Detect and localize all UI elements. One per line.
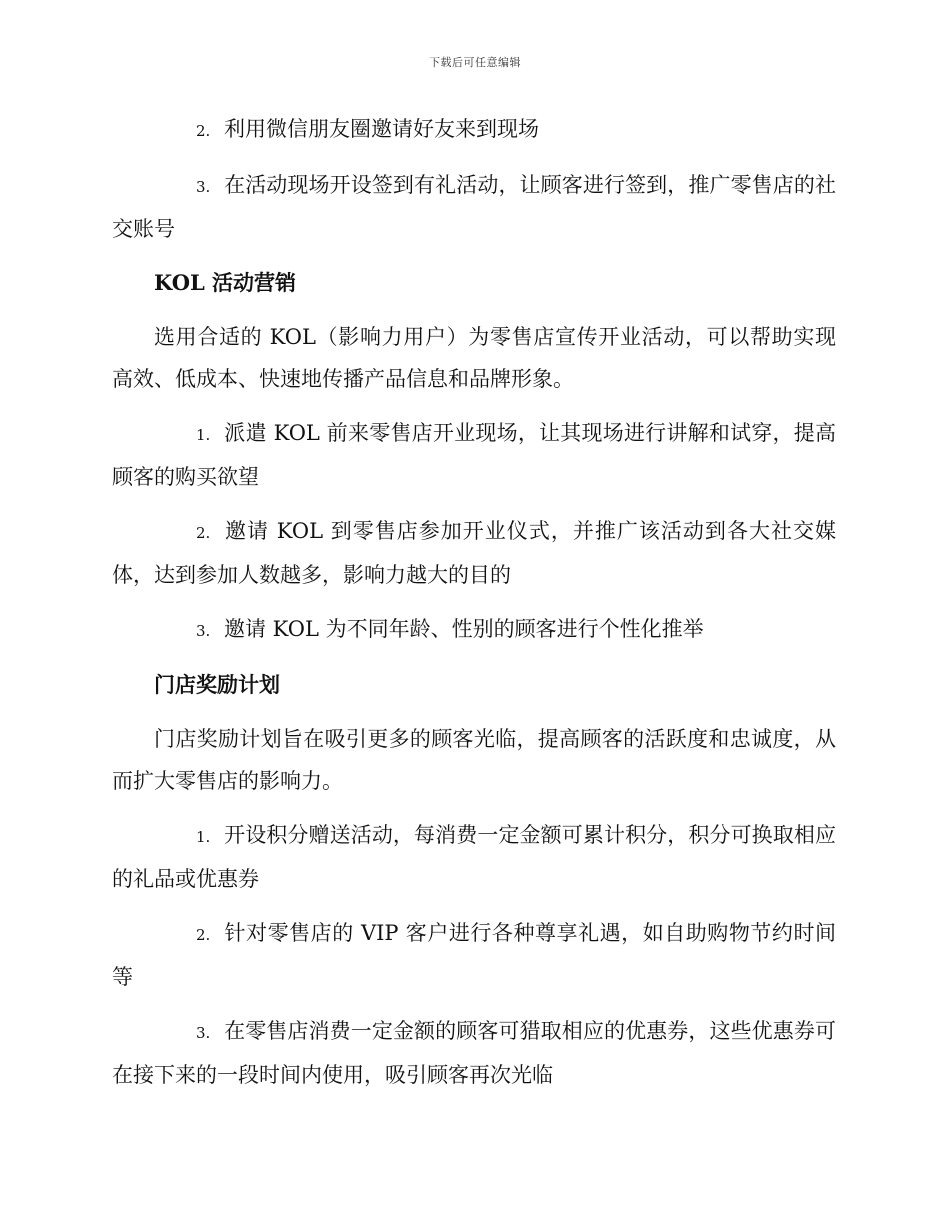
document-body (112, 108, 836, 1108)
list-number: 3. (196, 622, 211, 640)
list-number: 2. (196, 122, 211, 140)
list-item (112, 608, 836, 652)
list-number: 3. (196, 1024, 211, 1042)
list-text: 邀请 KOL 到零售店参加开业仪式，并推广该活动到各大社交媒体，达到参加人数越多，影响力越大的目的 (112, 519, 836, 587)
list-text: 在活动现场开设签到有礼活动，让顾客进行签到，推广零售店的社交账号 (112, 173, 836, 241)
list-text: 邀请 KOL 为不同年龄、性别的顾客进行个性化推举 (224, 617, 704, 641)
list-text: 利用微信朋友圈邀请好友来到现场 (224, 117, 539, 141)
list-number: 1. (196, 828, 211, 846)
list-item (112, 412, 836, 498)
page-header: 下载后可任意编辑 (429, 56, 521, 69)
list-text: 派遣 KOL 前来零售店开业现场，让其现场进行讲解和试穿，提高顾客的购买欲望 (112, 421, 836, 489)
list-number: 2. (196, 524, 211, 542)
list-number: 3. (196, 178, 211, 196)
list-item (112, 1010, 836, 1096)
section-intro: 选用合适的 KOL（影响力用户）为零售店宣传开业活动，可以帮助实现高效、低成本、快速地传播产品信息和品牌形象。 (112, 325, 836, 391)
list-item (112, 814, 836, 900)
list-item (112, 108, 836, 152)
section-heading-kol: KOL 活动营销 (154, 270, 297, 295)
list-item (112, 912, 836, 998)
list-number: 1. (196, 426, 211, 444)
list-item (112, 164, 836, 250)
list-number: 2. (196, 926, 211, 944)
list-text: 在零售店消费一定金额的顾客可猎取相应的优惠券，这些优惠券可在接下来的一段时间内使用，吸引顾客再次光临 (112, 1019, 836, 1087)
section-intro: 门店奖励计划旨在吸引更多的顾客光临，提高顾客的活跃度和忠诚度，从而扩大零售店的影响力。 (112, 727, 836, 793)
list-item (112, 510, 836, 596)
list-text: 开设积分赠送活动，每消费一定金额可累计积分，积分可换取相应的礼品或优惠券 (112, 823, 836, 891)
list-text: 针对零售店的 VIP 客户进行各种尊享礼遇，如自助购物节约时间等 (112, 921, 836, 989)
section-heading-rewards: 门店奖励计划 (154, 672, 280, 697)
